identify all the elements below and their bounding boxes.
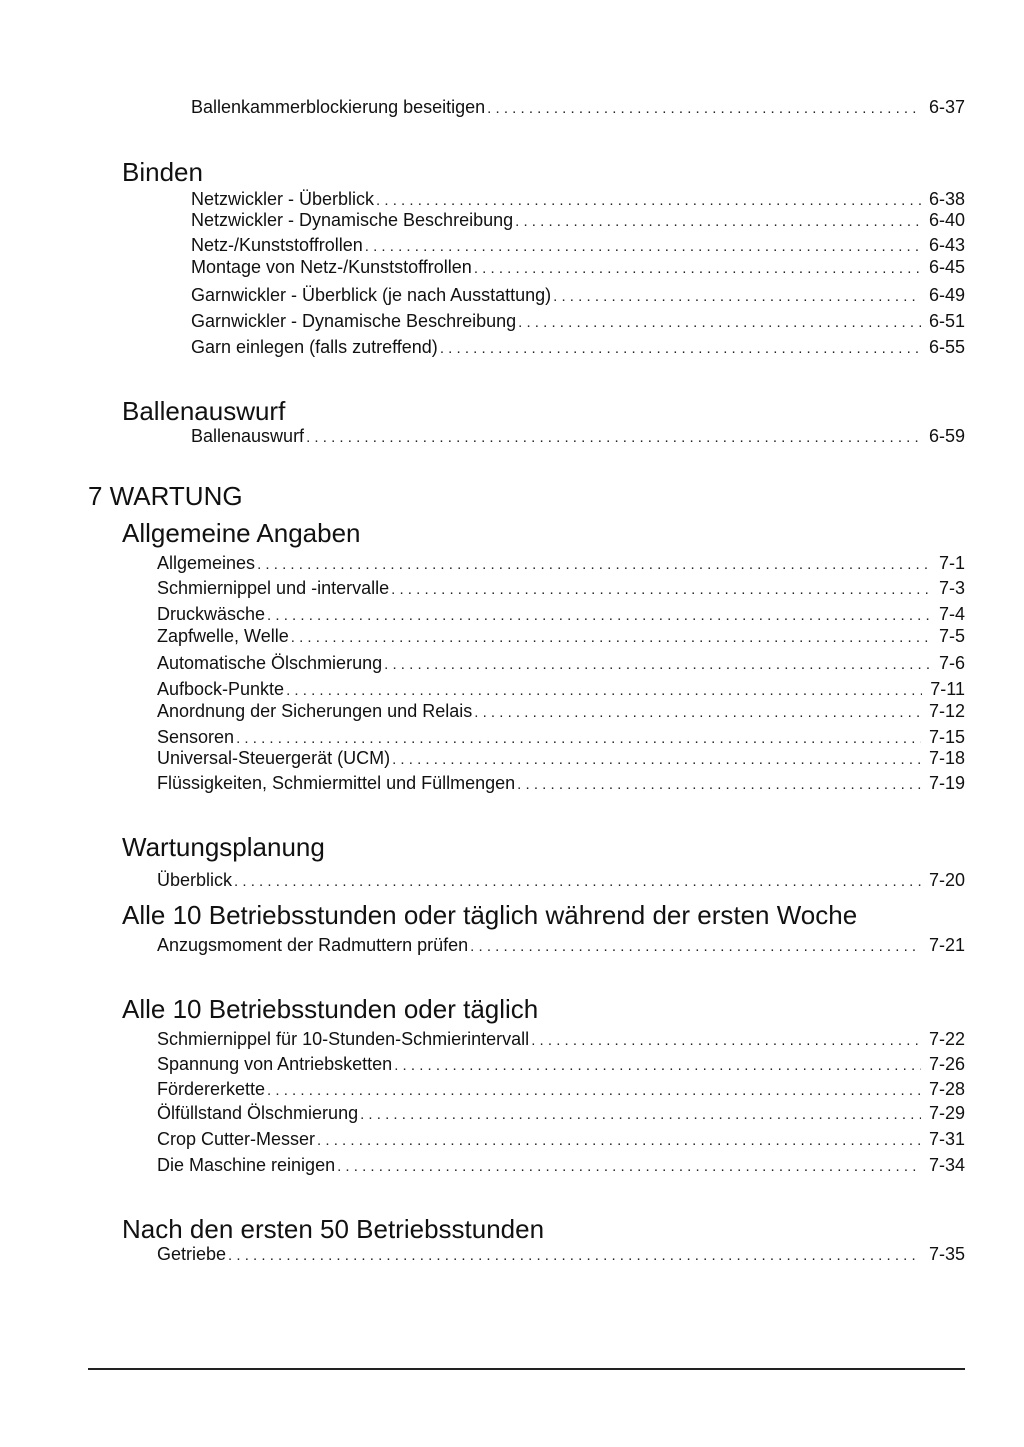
toc-entry-page: 6-55 xyxy=(928,337,965,357)
toc-entry-label: Getriebe xyxy=(157,1244,227,1264)
dot-leader xyxy=(515,211,921,233)
toc-entry[interactable] xyxy=(157,772,965,796)
section-heading: Allgemeine Angaben xyxy=(122,518,361,548)
section-heading: Binden xyxy=(122,157,203,187)
dot-leader xyxy=(257,554,931,576)
toc-entry-page: 7-22 xyxy=(928,1029,965,1049)
section-heading: Ballenauswurf xyxy=(122,396,286,426)
toc-entry-page: 7-29 xyxy=(928,1103,965,1123)
dot-leader xyxy=(440,338,921,360)
toc-entry-label: Flüssigkeiten, Schmiermittel und Füllmengen xyxy=(157,773,516,793)
toc-entry-label: Montage von Netz-/Kunststoffrollen xyxy=(191,257,472,277)
toc-entry-label: Allgemeines xyxy=(157,553,256,573)
toc-entry-label: Druckwäsche xyxy=(157,604,266,624)
toc-entry[interactable] xyxy=(157,577,965,601)
toc-entry-page: 6-37 xyxy=(928,97,965,117)
toc-entry-page: 7-34 xyxy=(928,1155,965,1175)
toc-entry[interactable] xyxy=(191,256,965,280)
toc-entry[interactable] xyxy=(157,625,965,649)
toc-entry-page: 6-43 xyxy=(928,235,965,255)
toc-entry-page: 6-40 xyxy=(928,210,965,230)
toc-entry-page: 7-3 xyxy=(938,578,965,598)
dot-leader xyxy=(553,286,921,308)
toc-entry-label: Netzwickler - Dynamische Beschreibung xyxy=(191,210,514,230)
dot-leader xyxy=(392,749,921,771)
dot-leader xyxy=(267,1080,921,1102)
dot-leader xyxy=(470,936,921,958)
dot-leader xyxy=(317,1130,921,1152)
toc-entry-page: 6-51 xyxy=(928,311,965,331)
dot-leader xyxy=(360,1104,921,1126)
toc-entry-label: Schmiernippel für 10-Stunden-Schmierintervall xyxy=(157,1029,530,1049)
toc-entry-label: Fördererkette xyxy=(157,1079,266,1099)
toc-entry-page: 7-5 xyxy=(938,626,965,646)
toc-entry[interactable] xyxy=(191,336,965,360)
dot-leader xyxy=(267,605,931,627)
toc-entry-page: 7-28 xyxy=(928,1079,965,1099)
toc-entry-label: Schmiernippel und -intervalle xyxy=(157,578,390,598)
section-heading: Alle 10 Betriebsstunden oder täglich während der ersten Woche xyxy=(122,900,858,930)
toc-entry-page: 6-38 xyxy=(928,189,965,209)
toc-entry[interactable] xyxy=(191,209,965,233)
toc-entry-label: Garn einlegen (falls zutreffend) xyxy=(191,337,438,357)
toc-entry[interactable] xyxy=(157,869,965,893)
toc-entry-page: 6-49 xyxy=(928,285,965,305)
dot-leader xyxy=(228,1245,921,1267)
toc-entry-label: Ballenkammerblockierung beseitigen xyxy=(191,97,486,117)
toc-entry-label: Netz-/Kunststoffrollen xyxy=(191,235,363,255)
toc-entry-label: Anordnung der Sicherungen und Relais xyxy=(157,701,473,721)
toc-entry-page: 7-11 xyxy=(930,679,965,699)
toc-entry-label: Netzwickler - Überblick xyxy=(191,189,375,209)
toc-entry[interactable] xyxy=(157,1243,965,1267)
dot-leader xyxy=(487,98,921,120)
toc-entry[interactable] xyxy=(157,747,965,771)
toc-entry-page: 7-35 xyxy=(928,1244,965,1264)
toc-entry[interactable] xyxy=(157,652,965,676)
dot-leader xyxy=(394,1055,921,1077)
toc-entry-page: 7-31 xyxy=(928,1129,965,1149)
toc-entry-page: 7-4 xyxy=(938,604,965,624)
section-heading: Alle 10 Betriebsstunden oder täglich xyxy=(122,994,539,1024)
dot-leader xyxy=(291,627,931,649)
dot-leader xyxy=(517,774,921,796)
section-heading: Wartungsplanung xyxy=(122,832,325,862)
toc-entry-page: 7-6 xyxy=(938,653,965,673)
dot-leader xyxy=(234,871,921,893)
toc-entry[interactable] xyxy=(157,1078,965,1102)
dot-leader xyxy=(365,236,921,258)
toc-entry[interactable] xyxy=(157,1128,965,1152)
section-heading: Nach den ersten 50 Betriebsstunden xyxy=(122,1214,545,1244)
footer-rule xyxy=(88,1368,965,1370)
toc-entry-page: 7-12 xyxy=(928,701,965,721)
toc-entry-label: Anzugsmoment der Radmuttern prüfen xyxy=(157,935,469,955)
toc-entry[interactable] xyxy=(191,310,965,334)
toc-entry[interactable] xyxy=(157,1154,965,1178)
toc-entry-page: 7-15 xyxy=(928,727,965,747)
toc-entry-page: 7-1 xyxy=(938,553,965,573)
toc-entry-page: 7-18 xyxy=(928,748,965,768)
dot-leader xyxy=(391,579,931,601)
toc-entry-page: 7-26 xyxy=(928,1054,965,1074)
chapter-heading: 7 WARTUNG xyxy=(88,481,243,511)
toc-entry[interactable] xyxy=(157,552,965,576)
toc-entry-page: 7-19 xyxy=(928,773,965,793)
dot-leader xyxy=(531,1030,921,1052)
toc-entry[interactable] xyxy=(191,284,965,308)
toc-entry[interactable] xyxy=(157,700,965,724)
dot-leader xyxy=(518,312,921,334)
toc-entry-label: Zapfwelle, Welle xyxy=(157,626,289,646)
toc-entry-label: Crop Cutter-Messer xyxy=(157,1129,316,1149)
toc-entry-label: Überblick xyxy=(157,870,233,890)
toc-entry-label: Universal-Steuergerät (UCM) xyxy=(157,748,391,768)
toc-entry[interactable] xyxy=(191,234,965,258)
dot-leader xyxy=(286,680,922,702)
toc-entry-label: Ölfüllstand Ölschmierung xyxy=(157,1103,359,1123)
toc-entry[interactable] xyxy=(191,425,965,449)
toc-entry-label: Garnwickler - Überblick (je nach Ausstattung) xyxy=(191,285,552,305)
dot-leader xyxy=(306,427,921,449)
toc-entry-label: Spannung von Antriebsketten xyxy=(157,1054,393,1074)
toc-entry-page: 6-59 xyxy=(928,426,965,446)
dot-leader xyxy=(474,258,921,280)
toc-entry[interactable] xyxy=(157,934,965,958)
dot-leader xyxy=(384,654,931,676)
toc-entry-label: Aufbock-Punkte xyxy=(157,679,285,699)
toc-entry-label: Sensoren xyxy=(157,727,235,747)
toc-entry[interactable] xyxy=(157,678,965,702)
toc-entry-page: 6-45 xyxy=(928,257,965,277)
toc-entry-page: 7-21 xyxy=(928,935,965,955)
toc-entry[interactable] xyxy=(157,603,965,627)
toc-entry-label: Garnwickler - Dynamische Beschreibung xyxy=(191,311,517,331)
toc-entry[interactable] xyxy=(191,96,965,120)
toc-entry-label: Automatische Ölschmierung xyxy=(157,653,383,673)
toc-entry-page: 7-20 xyxy=(928,870,965,890)
toc-entry[interactable] xyxy=(157,1053,965,1077)
toc-entry[interactable] xyxy=(157,1102,965,1126)
dot-leader xyxy=(474,702,921,724)
toc-entry-label: Ballenauswurf xyxy=(191,426,305,446)
toc-entry[interactable] xyxy=(157,1028,965,1052)
toc-entry-label: Die Maschine reinigen xyxy=(157,1155,336,1175)
dot-leader xyxy=(337,1156,921,1178)
